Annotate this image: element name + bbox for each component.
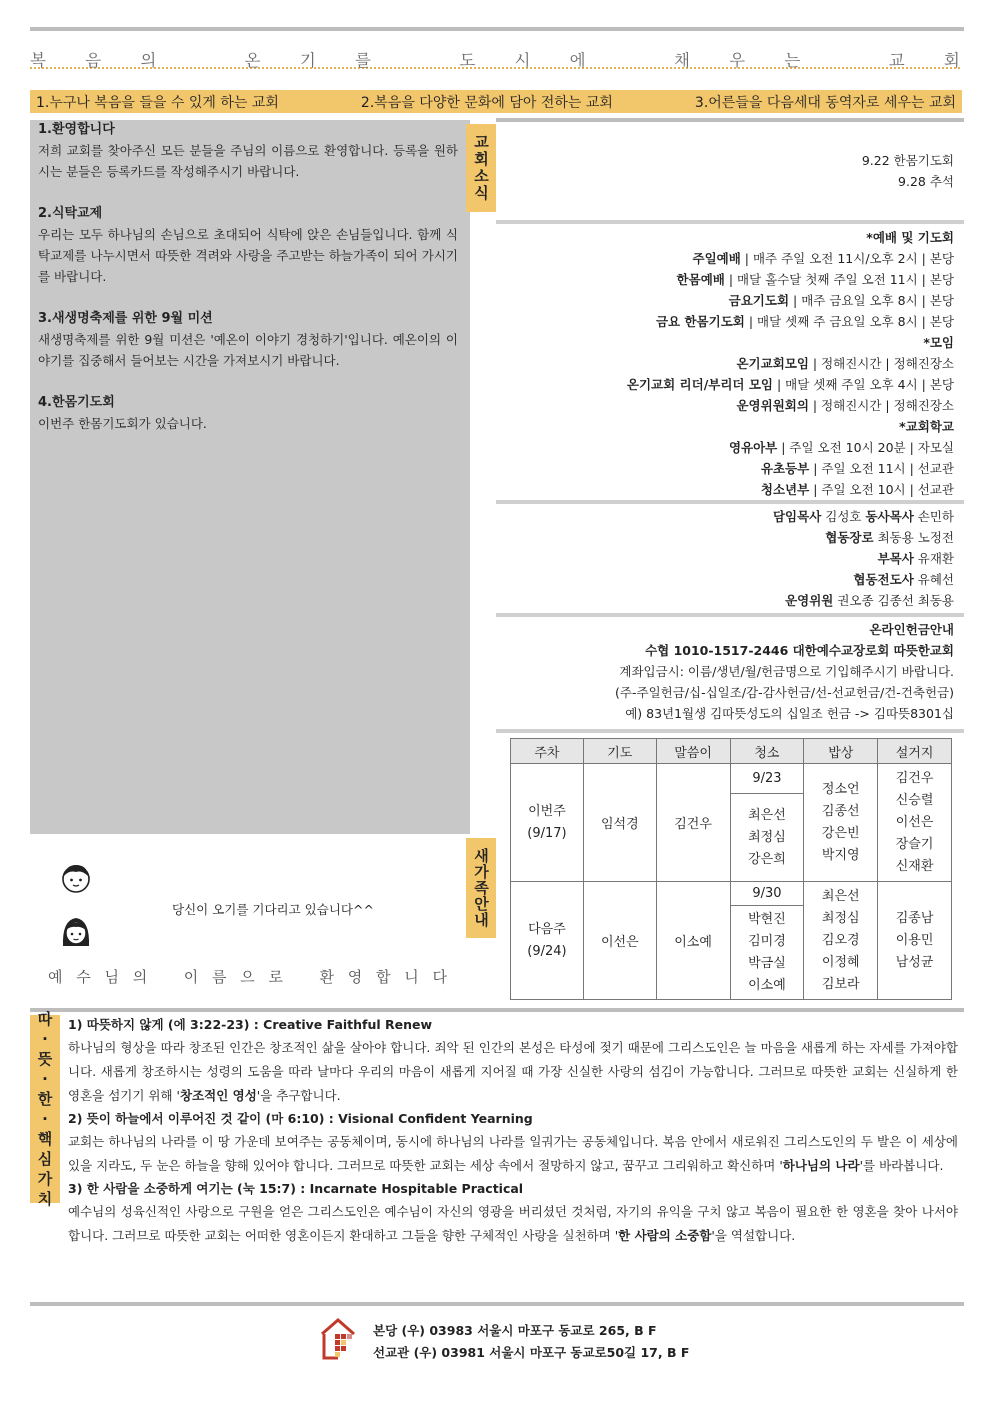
- news-text: 새생명축제를 위한 9월 미션은 '예온이 이야기 경청하기'입니다. 예온이의 이야기를 집중해서 들어보는 시간을 가져보시기 바랍니다.: [38, 332, 458, 368]
- values-tab-char: ·: [42, 1070, 48, 1088]
- girl-avatar-icon: [60, 914, 92, 950]
- values-tab-char: ·: [42, 1110, 48, 1128]
- table-header-row: [511, 739, 952, 764]
- meeting-row: 운영위원회의 | 정해진시간 | 정해진장소: [736, 398, 954, 413]
- motto-char: 는: [784, 51, 801, 70]
- service-row: 금요기도회 | 매주 금요일 오후 8시 | 본당: [728, 293, 954, 308]
- waiting-message: 당신이 오기를 기다리고 있습니다^^: [172, 902, 374, 917]
- welcome-char: [161, 966, 171, 987]
- values-tab-char: 가: [37, 1170, 53, 1188]
- boy-avatar-icon: [60, 862, 92, 894]
- core-values: [68, 1014, 958, 1248]
- new-family-tab: 새가족안내: [466, 838, 496, 938]
- values-tab-char: ·: [42, 1030, 48, 1048]
- value-item: [68, 1178, 958, 1248]
- table-row: [511, 882, 952, 906]
- schedule-item: 9.22 한몸기도회: [861, 153, 954, 168]
- motto-char: 의: [140, 51, 157, 70]
- week-cell: 다음주 (9/24): [511, 882, 584, 1000]
- vision-bar: [30, 90, 962, 113]
- value-heading: 1) 따뜻하지 않게 (에 3:22-23) : Creative Faithful Renew: [68, 1017, 433, 1032]
- staff-row: 협동장로 최동용 노정전: [825, 530, 954, 545]
- staff-row: 운영위원 권오종 김종선 최동용: [785, 593, 954, 608]
- welcome-char: 환: [319, 968, 335, 986]
- values-tab-char: 심: [37, 1150, 53, 1168]
- offering-note: 예) 83년1월생 김따뜻성도의 십일조 헌금 -> 김따뜻8301십: [625, 706, 954, 721]
- offering-note: (주-주일헌금/십-십일조/감-감사헌금/선-선교헌금/건-건축헌금): [615, 685, 954, 700]
- meeting-row: 온기교회 리더/부리더 모임 | 매달 셋째 주일 오후 4시 | 본당: [626, 377, 954, 392]
- service-row: 금요 한몸기도회 | 매달 셋째 주 금요일 오후 8시 | 본당: [655, 314, 954, 329]
- motto-char: 회: [943, 51, 960, 70]
- values-tab-char: 한: [37, 1090, 53, 1108]
- service-row: 한몸예배 | 매달 홀수달 첫째 주일 오전 11시 | 본당: [676, 272, 954, 287]
- news-title: 1.환영합니다: [38, 122, 115, 137]
- welcome-char: 님: [104, 968, 120, 986]
- news-item: [30, 393, 470, 434]
- value-item: [68, 1108, 958, 1178]
- staff-row: 협동전도사 유혜선: [853, 572, 954, 587]
- clean-cell: 최은선 최정심 강은희: [730, 794, 804, 882]
- motto-char: 를: [354, 51, 371, 70]
- news-text: 이번주 한몸기도회가 있습니다.: [38, 416, 207, 431]
- col-clean: 청소: [730, 739, 804, 764]
- welcome-char: 름: [212, 968, 228, 986]
- welcome-char: 니: [404, 968, 420, 986]
- duty-table: [510, 738, 952, 1000]
- vision-2: 2.복음을 다양한 문화에 담아 전하는 교회: [360, 94, 613, 111]
- church-logo-icon: [318, 1316, 358, 1362]
- values-tab-char: 따: [37, 1010, 53, 1028]
- welcome-char: [297, 966, 307, 987]
- right-separator: [496, 118, 964, 122]
- vision-3: 3.어른들을 다음세대 동역자로 세우는 교회: [694, 94, 956, 111]
- welcome-char: 합: [376, 968, 392, 986]
- motto-char: 음: [85, 51, 102, 70]
- clean-date-cell: 9/23: [730, 764, 804, 794]
- news-text: 우리는 모두 하나님의 손님으로 초대되어 식탁에 앉은 손님들입니다. 함께 식탁교제를 나누시면서 따뜻한 격려와 사랑을 주고받는 하늘가족이 되어 가시기를 바랍니다.: [38, 227, 458, 284]
- school-header: *교회학교: [899, 419, 954, 434]
- motto-char: 기: [299, 51, 316, 70]
- week-cell: 이번주 (9/17): [511, 764, 584, 882]
- value-heading: 2) 뜻이 하늘에서 이루어진 것 같이 (마 6:10) : Visional Confident Yearning: [68, 1111, 533, 1126]
- staff-row: 부목사 유재환: [877, 551, 954, 566]
- duty-table-wrap: [510, 738, 952, 1000]
- address-block: [373, 1320, 689, 1364]
- dish-cell: 김건우 신승렬 이선은 장슬기 신재환: [878, 764, 952, 882]
- news-item: [30, 120, 470, 182]
- news-text: 저희 교회를 찾아주신 모든 분들을 주님의 이름으로 환영합니다. 등록을 원하시는 분들은 등록카드를 작성해주시기 바랍니다.: [38, 143, 458, 179]
- prayer-cell: 임석경: [583, 764, 656, 882]
- welcome-char: 로: [268, 968, 284, 986]
- col-meal: 밥상: [804, 739, 878, 764]
- worship-block: [627, 227, 954, 500]
- schedule-item: 9.28 추석: [898, 174, 954, 189]
- service-row: 주일예배 | 매주 주일 오전 11시/오후 2시 | 본당: [692, 251, 954, 266]
- meal-cell: 정소언 김종선 강은빈 박지영: [804, 764, 878, 882]
- news-title: 3.새생명축제를 위한 9월 미션: [38, 311, 213, 326]
- staff-row: 담임목사 김성호 동사목사 손민하: [772, 509, 954, 524]
- meal-cell: 최은선 최정심 김오경 이정혜 김보라: [804, 882, 878, 1000]
- vision-1: 1.누구나 복음을 들을 수 있게 하는 교회: [36, 94, 279, 111]
- welcome-char: 의: [132, 968, 149, 986]
- school-row: 영유아부 | 주일 오전 10시 20분 | 자모실: [728, 440, 954, 455]
- prayer-cell: 이선은: [583, 882, 656, 1000]
- clean-cell: 박현진 김미경 박금실 이소예: [730, 906, 804, 1000]
- col-prayer: 기도: [583, 739, 656, 764]
- value-text: 교회는 하나님의 나라를 이 땅 가운데 보여주는 공동체이며, 동시에 하나님의 나라를 일궈가는 공동체입니다. 복음 안에서 새로워진 그리스도인의 두 발은 이 세상에 있을 지라도, 두 눈은 하늘을 향해 있어야 합니다. 그러므로 따뜻한 교회는 세상 속에서 절망하지 않고, 꿈꾸고 그리워하고 확신하며 '하나님의 나라'를 바라봅니다.: [68, 1134, 958, 1173]
- value-heading: 3) 한 사람을 소중하게 여기는 (눅 15:7) : Incarnate Hospitable Practical: [68, 1181, 524, 1196]
- offering-account: 수협 1010-1517-2446 대한예수교장로회 따뜻한교회: [645, 643, 954, 658]
- news-item: [30, 204, 470, 287]
- right-separator: [496, 220, 964, 224]
- value-text: 예수님의 성육신적인 사랑으로 구원을 얻은 그리스도인은 예수님이 자신의 영광을 버리셨던 것처럼, 자기의 유익을 구치 않고 복음이 필요한 한 영혼을 찾아 나서야 합니다. 그러므로 따뜻한 교회는 어떠한 영혼이든지 환대하고 그들을 향한 구체적인 사랑을 실천하며 '한 사람의 소중함'을 역설합니다.: [68, 1204, 958, 1243]
- col-dish: 설거지: [878, 739, 952, 764]
- right-separator: [496, 729, 964, 733]
- news-title: 2.식탁교제: [38, 206, 103, 221]
- schedule-block: [862, 150, 954, 192]
- offering-title: 온라인헌금안내: [869, 622, 954, 637]
- welcome-char: 수: [76, 968, 92, 986]
- school-row: 유초등부 | 주일 오전 11시 | 선교관: [760, 461, 954, 476]
- staff-block: [773, 506, 954, 611]
- school-row: 청소년부 | 주일 오전 10시 | 선교관: [760, 482, 954, 497]
- main-address: 본당 (우) 03983 서울시 마포구 동교로 265, B F: [373, 1323, 657, 1338]
- motto-char: 복: [30, 51, 46, 70]
- core-values-tab: [30, 1010, 60, 1208]
- word-cell: 이소예: [656, 882, 730, 1000]
- offering-note: 계좌입금시: 이름/생년/월/헌금명으로 기입해주시기 바랍니다.: [619, 664, 954, 679]
- motto-char: 온: [244, 51, 261, 70]
- word-cell: 김건우: [656, 764, 730, 882]
- values-tab-char: 핵: [37, 1130, 53, 1148]
- top-rule: [30, 27, 964, 31]
- offering-block: [615, 619, 954, 724]
- col-week: 주차: [511, 739, 584, 764]
- right-separator: [496, 613, 964, 617]
- church-news-tab: 교회소식: [466, 124, 496, 212]
- clean-date-cell: 9/30: [730, 882, 804, 906]
- motto-char: 에: [569, 51, 586, 70]
- welcome-char: 으: [240, 968, 256, 986]
- meeting-header: *모임: [923, 335, 954, 350]
- values-tab-char: 치: [37, 1190, 53, 1208]
- value-item: [68, 1014, 958, 1108]
- welcome-char: 다: [432, 968, 448, 986]
- welcome-char: 예: [48, 968, 64, 986]
- welcome-char: 이: [183, 968, 200, 986]
- motto-char: 도: [459, 51, 476, 70]
- motto-char: 우: [729, 51, 746, 70]
- welcome-banner: [48, 966, 448, 987]
- values-tab-char: 뜻: [37, 1050, 53, 1068]
- worship-header: *예배 및 기도회: [866, 230, 954, 245]
- bottom-rule: [30, 1302, 964, 1306]
- church-news-panel: [30, 120, 470, 834]
- motto-char: 시: [514, 51, 531, 70]
- table-row: [511, 764, 952, 794]
- motto-char: 채: [674, 51, 690, 70]
- right-separator: [496, 500, 964, 504]
- col-word: 말씀이: [656, 739, 730, 764]
- values-rule: [30, 1008, 964, 1012]
- news-item: [30, 309, 470, 371]
- motto-char: 교: [888, 51, 905, 70]
- welcome-char: 영: [347, 968, 364, 986]
- meeting-row: 온기교회모임 | 정해진시간 | 정해진장소: [736, 356, 954, 371]
- news-title: 4.한몸기도회: [38, 395, 115, 410]
- dish-cell: 김종남 이용민 남성균: [878, 882, 952, 1000]
- value-text: 하나님의 형상을 따라 창조된 인간은 창조적인 삶을 살아야 합니다. 죄악 된 인간의 본성은 타성에 젖기 때문에 그리스도인은 늘 마음을 새롭게 하는 자세를 가져야합니다. 새롭게 창조하시는 성령의 도움을 따라 날마다 우리의 마음이 새롭게 지어질 때 가장 신실한 사랑의 섬김이 가능합니다. 그러므로 따뜻한 교회는 신실하게 한 영혼을 섬기기 위해 '창조적인 영성'을 추구합니다.: [68, 1040, 959, 1103]
- church-motto: [30, 42, 960, 76]
- mission-address: 선교관 (우) 03981 서울시 마포구 동교로50길 17, B F: [373, 1345, 690, 1360]
